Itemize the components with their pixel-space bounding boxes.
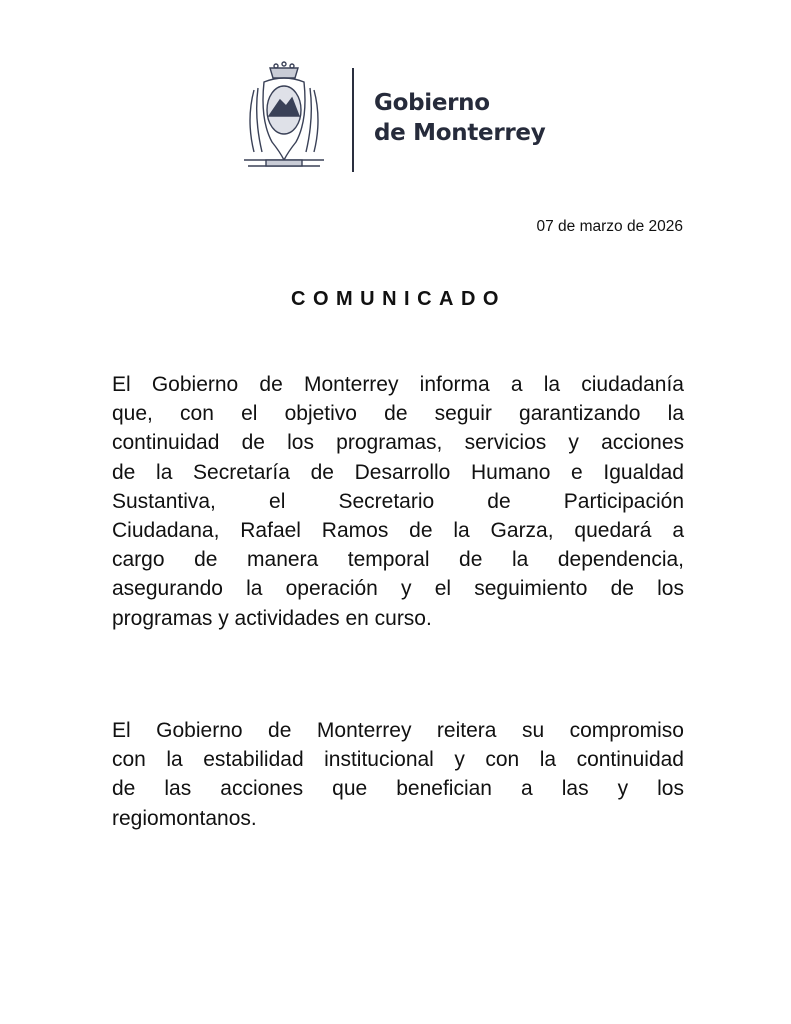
text-line: programas y actividades en curso. <box>112 606 432 630</box>
document-title: COMUNICADO <box>291 288 506 310</box>
brand-name <box>374 88 545 148</box>
paragraph-1 <box>112 370 684 633</box>
text-line: El Gobierno de Monterrey informa a la ciudadanía <box>112 373 684 396</box>
logo-divider <box>352 68 354 172</box>
text-line: asegurando la operación y el seguimiento de los <box>112 577 684 601</box>
brand-line-1: Gobierno <box>374 90 490 116</box>
text-line: de la Secretaría de Desarrollo Humano e Igualdad <box>112 460 684 484</box>
text-line: que, con el objetivo de seguir garantizando la <box>112 402 684 426</box>
text-line: cargo de manera temporal de la dependencia, <box>112 548 684 572</box>
paragraph-2 <box>112 716 684 833</box>
text-line: Ciudadana, Rafael Ramos de la Garza, quedará a <box>112 519 684 543</box>
brand-line-2: de Monterrey <box>374 120 546 146</box>
text-line: continuidad de los programas, servicios y acciones <box>112 431 684 455</box>
text-line: con la estabilidad institucional y con la continuidad <box>112 748 684 772</box>
text-line: El Gobierno de Monterrey reitera su compromiso <box>112 719 684 742</box>
document-date: 07 de marzo de 2026 <box>536 218 683 235</box>
text-line: de las acciones que benefician a las y los <box>112 777 684 801</box>
text-line: Sustantiva, el Secretario de Participación <box>112 489 684 513</box>
header-logo <box>236 60 566 175</box>
coat-of-arms-icon <box>236 60 332 172</box>
text-line: regiomontanos. <box>112 806 257 830</box>
